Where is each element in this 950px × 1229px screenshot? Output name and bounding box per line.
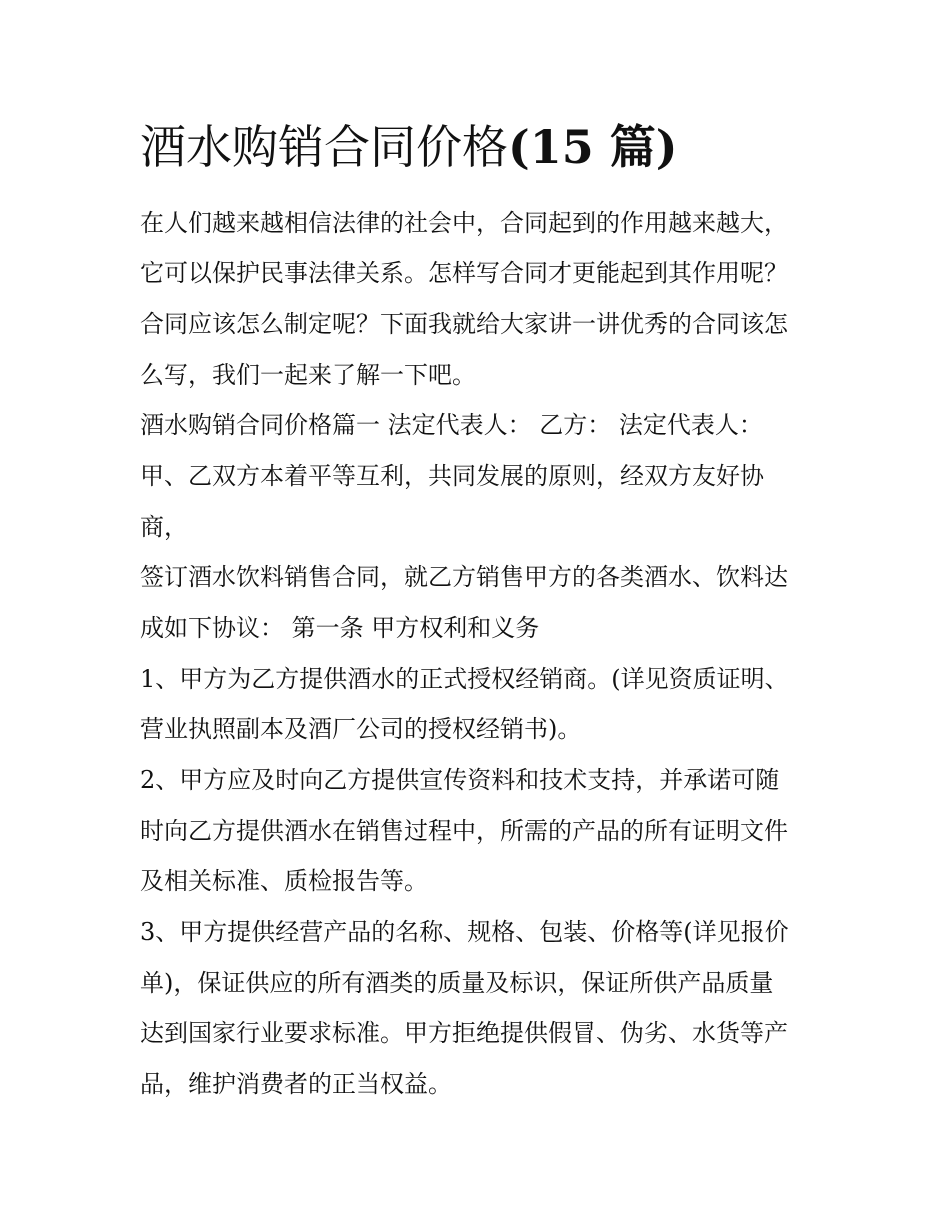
paragraph-line: 合同应该怎么制定呢？下面我就给大家讲一讲优秀的合同该怎 [140,310,788,338]
paragraph-line: 达到国家行业要求标准。甲方拒绝提供假冒、伪劣、水货等产 [140,1019,788,1047]
paragraph-line: 及相关标准、质检报告等。 [140,867,428,895]
paragraph-line: 单)，保证供应的所有酒类的质量及标识，保证所供产品质量 [140,969,774,997]
title-text: 酒水购销合同价格 [140,120,508,174]
page-title [140,116,678,178]
paragraph-line: 在人们越来越相信法律的社会中，合同起到的作用越来越大， [140,209,788,237]
paragraph-line: 酒水购销合同价格篇一 法定代表人： 乙方： 法定代表人： [140,411,763,439]
paragraph-line: 它可以保护民事法律关系。怎样写合同才更能起到其作用呢？ [140,259,788,287]
paragraph-line: 甲、乙双方本着平等互利，共同发展的原则，经双方友好协 [140,462,764,490]
paragraph-line: 营业执照副本及酒厂公司的授权经销书)。 [140,715,582,743]
paragraph-line: 商， [140,513,188,541]
paragraph-line: 1、甲方为乙方提供酒水的正式授权经销商。(详见资质证明、 [140,665,789,693]
paragraph-line: 时向乙方提供酒水在销售过程中，所需的产品的所有证明文件 [140,817,788,845]
paragraph-line: 签订酒水饮料销售合同，就乙方销售甲方的各类酒水、饮料达 [140,563,788,591]
paragraph-line: 么写，我们一起来了解一下吧。 [140,361,476,389]
paragraph-line: 2、甲方应及时向乙方提供宣传资料和技术支持，并承诺可随 [140,766,780,794]
paragraph-line: 品，维护消费者的正当权益。 [140,1070,452,1098]
title-count: (15 篇) [508,120,678,174]
paragraph-line: 3、甲方提供经营产品的名称、规格、包装、价格等(详见报价 [140,918,789,946]
paragraph-line: 成如下协议： 第一条 甲方权利和义务 [140,614,540,642]
